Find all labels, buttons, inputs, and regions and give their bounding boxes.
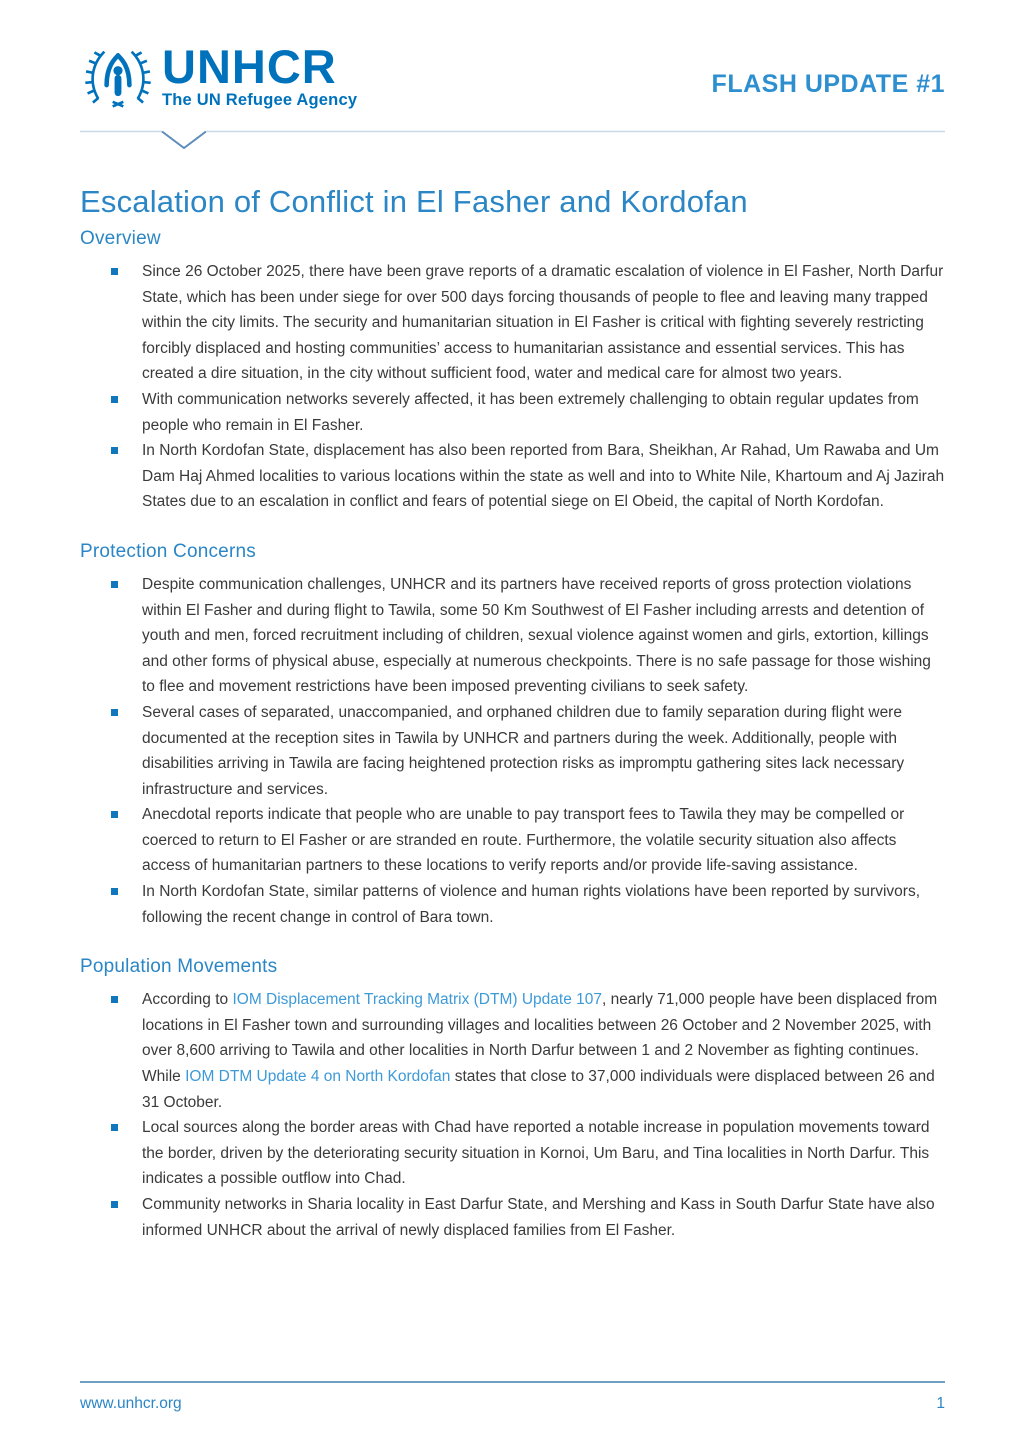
bullet-text: Despite communication challenges, UNHCR and its partners have received reports of gross protection violations within El Fasher and during flight to Tawila, some 50 Km Southwest of El Fasher including arrests and detention of youth and men, forced recruitment including of children, sexual violence against women and girls, extortion, killings and other forms of physical abuse, especially at numerous checkpoints. There is no safe passage for those wishing to flee and movement restrictions have been imposed preventing civilians to seek safety. — [142, 575, 931, 696]
bullet-item — [142, 879, 945, 930]
inline-link[interactable]: IOM DTM Update 4 on North Kordofan — [185, 1068, 451, 1086]
section-heading: Overview — [80, 228, 161, 249]
doc-label: FLASH UPDATE #1 — [711, 70, 945, 98]
page-number: 1 — [936, 1395, 945, 1412]
page-title: Escalation of Conflict in El Fasher and Kordofan — [80, 184, 748, 219]
bullet-square-icon — [111, 447, 118, 454]
bullet-text: Several cases of separated, unaccompanied, and orphaned children due to family separation during flight were documented at the reception sites in Tawila by UNHCR and partners during the week. Additionally, people with disabilities arriving in Tawila are facing heightened protection risks as impromptu gathering sites lack necessary infrastructure and services. — [142, 703, 905, 798]
bullet-text: In North Kordofan State, similar patterns of violence and human rights violations have been reported by survivors, following the recent change in control of Bara town. — [142, 883, 920, 926]
bullet-square-icon — [111, 396, 118, 403]
bullet-square-icon — [111, 709, 118, 716]
bullet-list — [80, 259, 945, 515]
bullet-item — [142, 1115, 945, 1192]
header — [80, 0, 945, 116]
footer — [80, 1381, 945, 1413]
bullet-square-icon — [111, 996, 118, 1003]
bullet-item — [142, 572, 945, 700]
bullet-square-icon — [111, 581, 118, 588]
section-heading: Protection Concerns — [80, 540, 256, 562]
bullet-text: states that close to 37,000 individuals were displaced between 26 and 31 October. — [142, 1068, 935, 1111]
bullet-text: , nearly 71,000 people have been displaced from locations in El Fasher town and surrounding villages and localities between 26 October and 2 November 2025, with over 8,600 arriving to Tawila and other localities in North Darfur between 1 and 2 November as fighting continues. While — [142, 991, 938, 1086]
bullet-square-icon — [111, 888, 118, 895]
bullet-square-icon — [111, 1201, 118, 1208]
bullet-item — [142, 259, 945, 387]
bullet-list — [80, 987, 945, 1243]
bullet-list — [80, 572, 945, 930]
logo-wordmark: UNHCR — [162, 40, 337, 93]
bullet-item — [142, 700, 945, 802]
footer-website-link[interactable]: www.unhcr.org — [80, 1395, 182, 1412]
bullet-item — [142, 987, 945, 1115]
bullet-text: With communication networks severely affected, it has been extremely challenging to obtain regular updates from people who remain in El Fasher. — [142, 390, 919, 434]
bullet-square-icon — [111, 268, 118, 275]
bullet-text: According to — [142, 991, 233, 1009]
bullet-item — [142, 387, 945, 438]
bullet-text: Since 26 October 2025, there have been grave reports of a dramatic escalation of violence in El Fasher, North Darfur State, which has been under siege for over 500 days forcing thousands of people to flee and leaving many trapped within the city limits. The security and humanitarian situation in El Fasher is critical with fighting severely restricting forcibly displaced and hosting communities’ access to humanitarian assistance and essential services. This has created a dire situation, in the city without sufficient food, water and medical care for almost two years. — [142, 263, 944, 383]
bullet-text: In North Kordofan State, displacement has also been reported from Bara, Sheikhan, Ar Rahad, Um Rawaba and Um Dam Haj Ahmed localities to various locations within the state as well and into to White Nile, Khartoum and Aj Jazirah States due to an escalation in conflict and fears of potential siege on El Obeid, the capital of North Kordofan. — [142, 442, 945, 511]
bullet-item — [142, 802, 945, 879]
bullet-item — [142, 438, 945, 515]
section-heading: Population Movements — [80, 956, 278, 978]
unhcr-logo — [80, 42, 357, 116]
bullet-square-icon — [111, 1124, 118, 1131]
chevron-down-icon — [162, 132, 206, 149]
unhcr-emblem-icon — [80, 42, 156, 116]
sections — [80, 228, 945, 1243]
inline-link[interactable]: IOM Displacement Tracking Matrix (DTM) Update 107 — [232, 991, 602, 1009]
bullet-text: Community networks in Sharia locality in East Darfur State, and Mershing and Kass in South Darfur State have also informed UNHCR about the arrival of newly displaced families from El Fasher. — [142, 1196, 935, 1239]
logo-text — [162, 42, 357, 110]
bullet-square-icon — [111, 811, 118, 818]
header-divider — [80, 130, 945, 152]
logo-tagline: The UN Refugee Agency — [162, 91, 358, 109]
bullet-text: Anecdotal reports indicate that people who are unable to pay transport fees to Tawila they may be compelled or coerced to return to El Fasher or are stranded en route. Furthermore, the volatile security situation also affects access of humanitarian partners to these locations to verify reports and/or provide life-saving assistance. — [142, 806, 905, 875]
bullet-text: Local sources along the border areas with Chad have reported a notable increase in population movements toward the border, driven by the deteriorating security situation in Kornoi, Um Baru, and Tina localities in North Darfur. This indicates a possible outflow into Chad. — [142, 1119, 930, 1188]
bullet-item — [142, 1192, 945, 1243]
